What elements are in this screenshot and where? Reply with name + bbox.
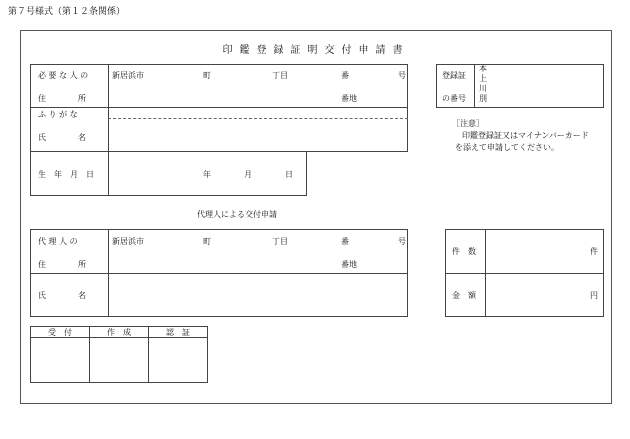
form-number: 第７号様式（第１２条関係）	[8, 7, 126, 17]
office-certified-header: 認 証	[166, 328, 190, 337]
applicant-address-ban: 番	[341, 71, 349, 80]
reg-card-office-4: 別	[479, 94, 487, 103]
office-received-header: 受 付	[48, 328, 72, 337]
proxy-section-title: 代理人による交付申請	[197, 210, 277, 219]
reg-card-office-list	[478, 64, 488, 104]
notice-line1: 印鑑登録証又はマイナンバーカード	[462, 131, 589, 140]
reg-card-label-line1: 登録証	[442, 71, 466, 80]
reg-card-office-3: 川	[479, 84, 487, 93]
applicant-name-label: 氏 名	[38, 133, 86, 142]
proxy-name-label: 氏 名	[38, 291, 86, 300]
amount-field[interactable]	[486, 274, 603, 316]
amount-label: 金 額	[452, 291, 476, 300]
proxy-address-town: 町	[203, 237, 211, 246]
proxy-address-label-line1: 代 理 人 の	[38, 237, 78, 246]
applicant-address-city: 新居浜市	[112, 71, 144, 80]
applicant-furigana-field[interactable]	[109, 108, 407, 117]
birthdate-day: 日	[285, 170, 293, 179]
proxy-address-chome: 丁目	[272, 237, 288, 246]
notice-line2: を添えて申請してください。	[455, 143, 559, 152]
reg-card-label-line2: の番号	[442, 94, 466, 103]
applicant-address-label-line2: 住 所	[38, 94, 86, 103]
proxy-address-city: 新居浜市	[112, 237, 144, 246]
proxy-address-banchi: 番地	[341, 260, 357, 269]
amount-unit: 円	[590, 291, 598, 300]
proxy-address-label-line2: 住 所	[38, 260, 86, 269]
proxy-address-ban: 番	[341, 237, 349, 246]
reg-card-number-field[interactable]	[490, 65, 603, 107]
reg-card-office-2: 上	[479, 74, 487, 83]
notice-heading: ［注意］	[452, 119, 484, 128]
reg-card-divider	[474, 64, 475, 108]
applicant-address-town: 町	[203, 71, 211, 80]
applicant-address-field[interactable]	[109, 65, 407, 106]
applicant-address-banchi: 番地	[341, 94, 357, 103]
proxy-address-field[interactable]	[109, 230, 407, 272]
applicant-furigana-label: ふ り が な	[38, 110, 78, 119]
count-unit: 件	[590, 247, 598, 256]
birthdate-label: 生 年 月 日	[38, 170, 94, 179]
proxy-address-go: 号	[398, 237, 406, 246]
office-prepared-header: 作 成	[107, 328, 131, 337]
proxy-name-field[interactable]	[109, 274, 407, 316]
birthdate-field[interactable]	[109, 152, 306, 195]
applicant-name-field[interactable]	[109, 119, 407, 151]
count-field[interactable]	[486, 230, 603, 272]
applicant-address-label-line1: 必 要 な 人 の	[38, 71, 89, 80]
applicant-address-go: 号	[398, 71, 406, 80]
form-title: 印鑑登録証明交付申請書	[222, 45, 410, 56]
birthdate-year: 年	[203, 170, 211, 179]
count-label: 件 数	[452, 247, 476, 256]
reg-card-office-1: 本	[479, 64, 487, 73]
applicant-address-chome: 丁目	[272, 71, 288, 80]
birthdate-month: 月	[244, 170, 252, 179]
